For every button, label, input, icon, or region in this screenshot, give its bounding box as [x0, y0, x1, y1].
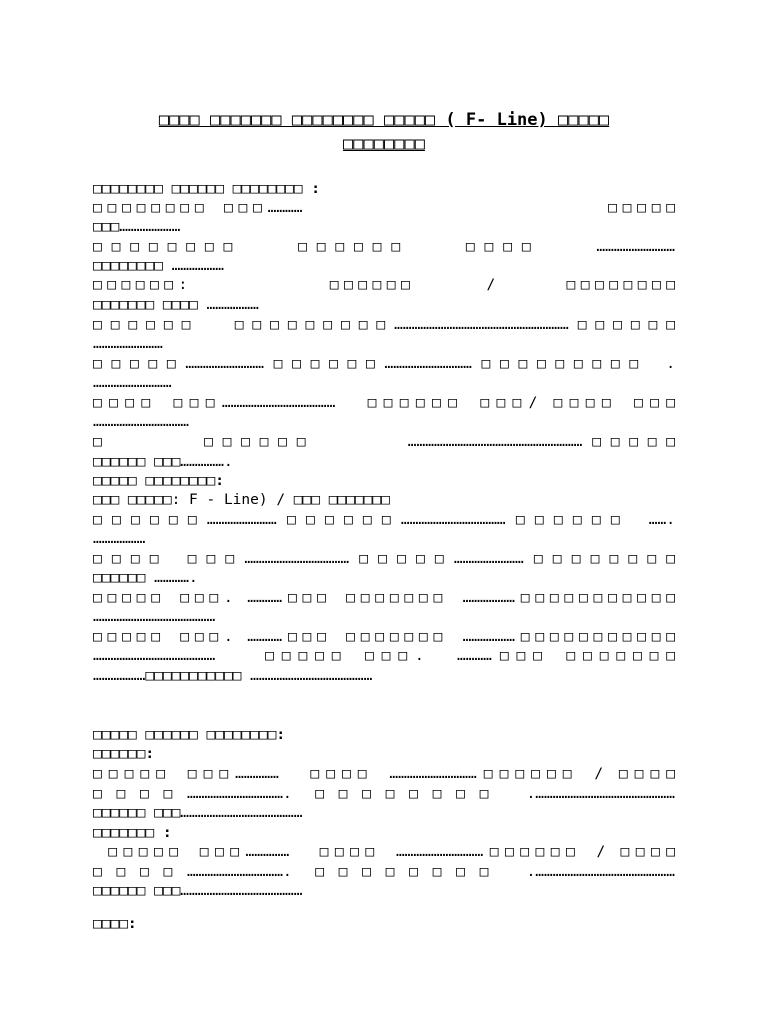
form-line: ……………… [93, 531, 146, 547]
form-line: □□□□……………………………. □□□□□□□□ .………………………………………… [93, 864, 675, 880]
form-line: □□□□□□□ □□□□ ……………… [93, 297, 259, 313]
form-line: □□□□……………………………. □□□□□□□□ .………………………………………… [93, 786, 675, 802]
form-line: …………………………………… [93, 609, 216, 625]
section-heading-applicant: □□□□□□□□ □□□□□□ □□□□□□□□ : [93, 181, 320, 197]
form-line: ……………………… [93, 375, 172, 391]
form-line: □□□□□□□□ ……………… [93, 258, 224, 274]
form-line: □□□□□□……………………□□□□□□………………………………□□□□□□ ……. [93, 512, 675, 528]
form-line: □□□□ □□□………………………………□□□□□……………………□□□□□□□□ [93, 551, 675, 567]
form-line: □□□□ □□□………………………………… □□□□□□ □□□/ □□□□ □□□ [93, 395, 675, 411]
form-line: □□□□□ □□□. …………□□□ □□□□□□□ ………………□□□□□□□□□□□ [93, 590, 675, 606]
form-line: □□□□□………………………□□□□□□…………………………□□□□□□□□□ . [93, 356, 675, 372]
form-line: □□□□□□ …………. [93, 570, 198, 586]
witness-2-heading: □□□□□□□ : [93, 825, 172, 841]
form-line: □□□………………… [93, 219, 181, 235]
form-line: …………………………………… □□□□□ □□□. …………□□□ □□□□□□□ [93, 648, 675, 664]
section-heading-details: □□□□□ □□□□□□□□: [93, 473, 224, 489]
form-line: □□□□□ □□□. …………□□□ □□□□□□□ ………………□□□□□□□□□□□ [93, 629, 675, 645]
form-line: □□□□□□□□ □□□………… □□□□□ [93, 200, 675, 216]
witness-1-heading: □□□□□□: [93, 746, 155, 762]
date-heading: □□□□: [93, 916, 137, 932]
form-line: □□□□□□ □□□…………………………………… [93, 805, 303, 821]
form-line-fline: □□□ □□□□□: F - Line) / □□□ □□□□□□□ [93, 492, 390, 508]
form-line: □□□□□□ □□□□□□□□□……………………………………………………□□□□□□ [93, 317, 675, 333]
form-line: □□□□□ □□□…………… □□□□ …………………………□□□□□□ / □□□□ [93, 766, 675, 782]
document-title-line-2: □□□□□□□□ [343, 134, 425, 154]
form-line: …………………… [93, 336, 163, 352]
document-title-line-1: □□□□ □□□□□□□ □□□□□□□□ □□□□□ ( F- Line) □□□□□ [158, 110, 610, 130]
form-line: □□□□□□□□ □□□□□□ □□□□ ……………………… [93, 239, 675, 255]
form-line: □□□□□□: □□□□□□ / □□□□□□□□ [93, 277, 675, 293]
form-line: □□□□□□ □□□…………………………………… [93, 883, 303, 899]
form-line: …………………………… [93, 414, 190, 430]
form-line: □□□□□ □□□…………… □□□□ …………………………□□□□□□ / □□□□ [93, 844, 675, 860]
form-line: ………………□□□□□□□□□□□ …………………………………… [93, 668, 373, 684]
form-line: □ □□□□□□ ……………………………………………………□□□□□ [93, 434, 675, 450]
section-heading-witness: □□□□□ □□□□□□ □□□□□□□□: [93, 727, 286, 743]
form-line: □□□□□□ □□□……………. [93, 454, 233, 470]
